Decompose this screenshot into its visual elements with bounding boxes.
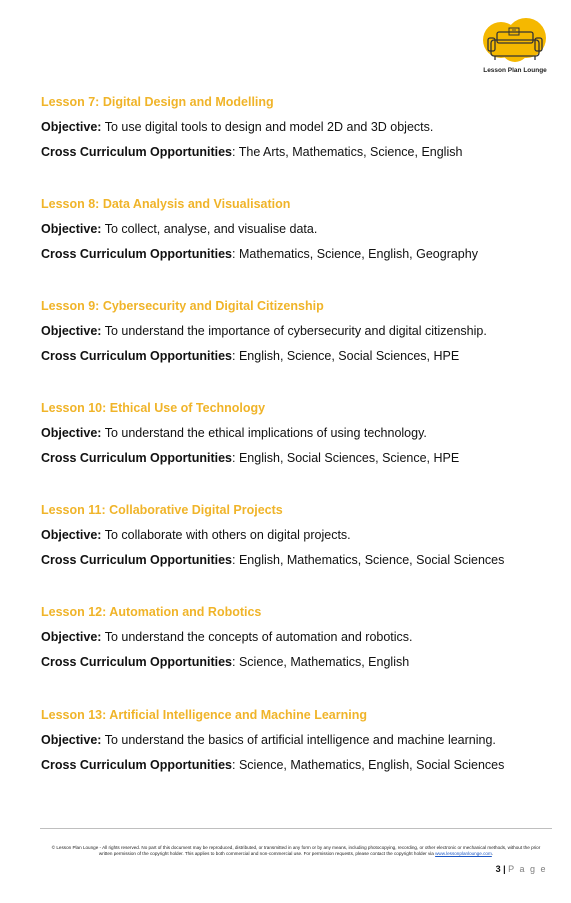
- cross-curriculum-label: Cross Curriculum Opportunities: [41, 655, 232, 669]
- objective-line: [41, 119, 541, 135]
- objective-line: [41, 323, 541, 339]
- objective-text: To collaborate with others on digital projects.: [104, 528, 351, 542]
- lesson-title: Lesson 12: Automation and Robotics: [41, 605, 262, 619]
- cross-curriculum-text: The Arts, Mathematics, Science, English: [238, 145, 463, 159]
- footer-divider: [40, 828, 552, 829]
- cross-curriculum-text: Science, Mathematics, English: [238, 655, 410, 669]
- page-number: [496, 864, 547, 874]
- lesson-title: Lesson 10: Ethical Use of Technology: [41, 401, 266, 415]
- lesson-11: [41, 502, 541, 568]
- objective-label: Objective:: [41, 222, 102, 236]
- cross-curriculum-line: Cross Curriculum Opportunities: Science, Mathematics, English, Social Sciences: [41, 758, 505, 772]
- lesson-10: [41, 400, 541, 466]
- lesson-13: [41, 707, 541, 773]
- cross-curriculum-line: Cross Curriculum Opportunities: English, Mathematics, Science, Social Sciences: [41, 553, 505, 567]
- cross-curriculum-line: Cross Curriculum Opportunities: The Arts, Mathematics, Science, English: [41, 145, 463, 159]
- objective-text: To use digital tools to design and model 2D and 3D objects.: [104, 120, 434, 134]
- objective-line: [41, 425, 541, 441]
- lesson-title: Lesson 11: Collaborative Digital Projects: [41, 503, 283, 517]
- objective-label: Objective:: [41, 426, 102, 440]
- cross-curriculum-label: Cross Curriculum Opportunities: [41, 145, 232, 159]
- cross-curriculum-label: Cross Curriculum Opportunities: [41, 758, 232, 772]
- objective-text: To understand the importance of cybersecurity and digital citizenship.: [104, 324, 487, 338]
- lesson-plan-lounge-logo: [479, 18, 551, 74]
- cross-curriculum-line: Cross Curriculum Opportunities: Science, Mathematics, English: [41, 655, 410, 669]
- cross-curriculum-line: Cross Curriculum Opportunities: English, Social Sciences, Science, HPE: [41, 451, 460, 465]
- page-number-value: 3: [495, 864, 501, 874]
- objective-text: To understand the concepts of automation and robotics.: [104, 630, 413, 644]
- objective-label: Objective:: [41, 528, 102, 542]
- logo-text: Lesson Plan Lounge: [483, 67, 547, 74]
- copyright-text: © Lesson Plan Lounge - All rights reserved. No part of this document may be reproduced, distributed, or transmitted in any form or by any means, including photocopying, recording, or other electronic or mechanical methods, without the prior written permission of the copyright holder. This applies to both commercial and non-commercial use. For permission requests, please contact the copyright holder via: [51, 845, 541, 856]
- objective-line: [41, 221, 541, 237]
- objective-text: To collect, analyse, and visualise data.: [104, 222, 318, 236]
- objective-line: [41, 527, 541, 543]
- lesson-9: [41, 298, 541, 364]
- objective-text: To understand the ethical implications of using technology.: [104, 426, 427, 440]
- footer-copyright: [46, 845, 546, 857]
- cross-curriculum-label: Cross Curriculum Opportunities: [41, 553, 232, 567]
- lesson-title: Lesson 9: Cybersecurity and Digital Citizenship: [41, 299, 324, 313]
- cross-curriculum-line: Cross Curriculum Opportunities: English, Science, Social Sciences, HPE: [41, 349, 460, 363]
- lesson-12: [41, 604, 541, 670]
- cross-curriculum-text: Mathematics, Science, English, Geography: [238, 247, 478, 261]
- cross-curriculum-label: Cross Curriculum Opportunities: [41, 349, 232, 363]
- cross-curriculum-text: English, Social Sciences, Science, HPE: [238, 451, 460, 465]
- lesson-title: Lesson 13: Artificial Intelligence and Machine Learning: [41, 708, 368, 722]
- lesson-title: Lesson 7: Digital Design and Modelling: [41, 95, 274, 109]
- sofa-logo-icon: [479, 18, 551, 66]
- link-suffix: .: [491, 851, 494, 856]
- lesson-title: Lesson 8: Data Analysis and Visualisation: [41, 197, 291, 211]
- objective-line: [41, 629, 541, 645]
- website-link[interactable]: www.lessonplanlounge.com: [435, 851, 492, 856]
- objective-label: Objective:: [41, 120, 102, 134]
- page-separator: |: [503, 864, 506, 874]
- cross-curriculum-label: Cross Curriculum Opportunities: [41, 247, 232, 261]
- cross-curriculum-text: English, Science, Social Sciences, HPE: [238, 349, 460, 363]
- objective-label: Objective:: [41, 733, 102, 747]
- objective-label: Objective:: [41, 630, 102, 644]
- cross-curriculum-label: Cross Curriculum Opportunities: [41, 451, 232, 465]
- cross-curriculum-text: Science, Mathematics, English, Social Sciences: [238, 758, 505, 772]
- objective-label: Objective:: [41, 324, 102, 338]
- objective-line: [41, 732, 541, 748]
- objective-text: To understand the basics of artificial intelligence and machine learning.: [104, 733, 496, 747]
- cross-curriculum-line: Cross Curriculum Opportunities: Mathematics, Science, English, Geography: [41, 247, 478, 261]
- page-label: P a g e: [508, 864, 547, 874]
- lesson-7: [41, 94, 541, 160]
- cross-curriculum-text: English, Mathematics, Science, Social Sciences: [238, 553, 505, 567]
- lesson-8: [41, 196, 541, 262]
